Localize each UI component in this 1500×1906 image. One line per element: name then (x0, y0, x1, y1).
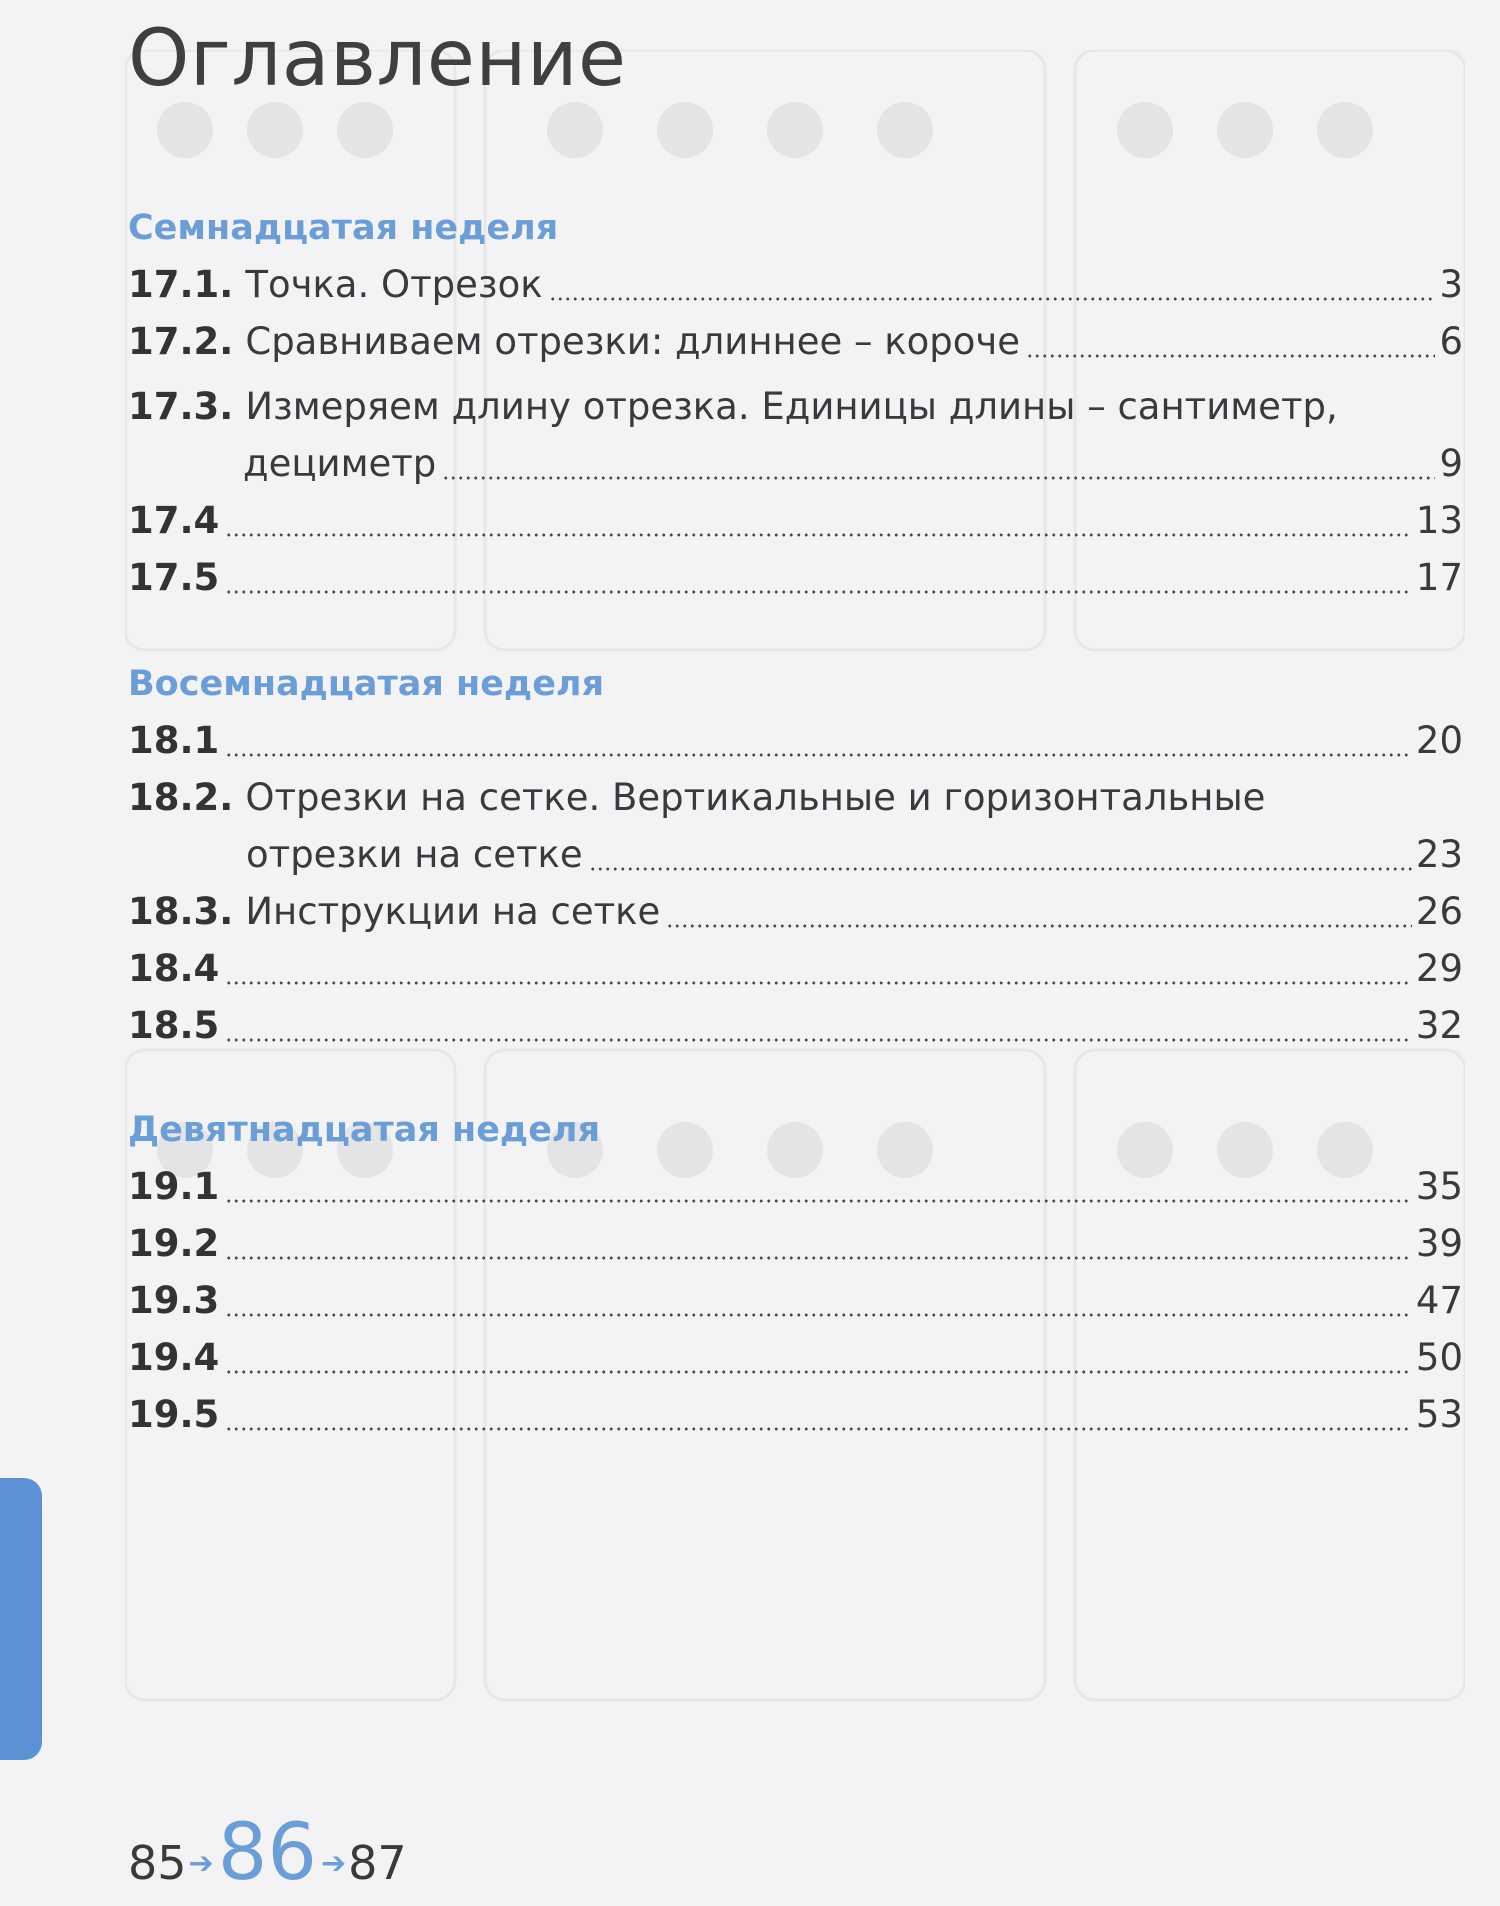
toc-entry[interactable] (128, 1386, 1463, 1443)
dot-leader (225, 1038, 1412, 1042)
toc-section-week-18 (128, 656, 1463, 1054)
side-tab-marker (0, 1478, 42, 1760)
toc-section-week-19 (128, 1102, 1463, 1443)
entry-number: 19.3 (128, 1279, 220, 1322)
entry-page: 20 (1415, 719, 1463, 762)
toc-entry[interactable] (128, 378, 1463, 492)
entry-page: 29 (1415, 947, 1463, 990)
entry-number: 18.3. (128, 890, 234, 933)
toc-entry[interactable] (128, 549, 1463, 606)
entry-page: 47 (1415, 1279, 1463, 1322)
toc-entry[interactable] (128, 712, 1463, 769)
toc-entry[interactable] (128, 1329, 1463, 1386)
page-title: Оглавление (128, 14, 627, 104)
entry-page: 17 (1415, 556, 1463, 599)
entry-page: 32 (1415, 1004, 1463, 1047)
entry-number: 18.2. (128, 776, 234, 819)
toc-entry[interactable] (128, 1272, 1463, 1329)
section-title: Семнадцатая неделя (128, 208, 559, 248)
entry-number: 19.1 (128, 1165, 220, 1208)
dot-leader (225, 1199, 1412, 1203)
entry-title: Точка. Отрезок (245, 263, 543, 306)
prev-page-number[interactable]: 85 (128, 1836, 187, 1890)
entry-number: 17.4 (128, 499, 220, 542)
toc-entry[interactable] (128, 769, 1463, 883)
dot-leader (225, 1313, 1412, 1317)
arrow-right-icon: ➔ (188, 1846, 214, 1881)
entry-page: 9 (1439, 442, 1463, 485)
next-page-number[interactable]: 87 (348, 1836, 407, 1890)
toc-entry[interactable] (128, 1158, 1463, 1215)
entry-number: 17.1. (128, 263, 234, 306)
entry-page: 3 (1439, 263, 1463, 306)
dot-leader (225, 1427, 1412, 1431)
toc-entry[interactable] (128, 313, 1463, 370)
entry-title: Отрезки на сетке. Вертикальные и горизонтальные (245, 776, 1266, 819)
entry-title: Инструкции на сетке (245, 890, 661, 933)
dot-leader (225, 590, 1412, 594)
toc-entry[interactable] (128, 997, 1463, 1054)
entry-page: 26 (1415, 890, 1463, 933)
entry-page: 53 (1415, 1393, 1463, 1436)
dot-leader (225, 1256, 1412, 1260)
dot-leader (442, 476, 1435, 480)
current-page-number: 86 (217, 1808, 317, 1898)
arrow-right-icon: ➔ (320, 1846, 347, 1881)
dot-leader (1026, 354, 1435, 358)
entry-page: 6 (1439, 320, 1463, 363)
entry-title: Измеряем длину отрезка. Единицы длины – сантиметр, (245, 385, 1338, 428)
dot-leader (589, 867, 1412, 871)
toc-entry[interactable] (128, 256, 1463, 313)
toc-entry[interactable] (128, 883, 1463, 940)
entry-page: 39 (1415, 1222, 1463, 1265)
entry-page: 35 (1415, 1165, 1463, 1208)
entry-number: 17.2. (128, 320, 234, 363)
page-navigator (128, 1808, 407, 1898)
toc-entry[interactable] (128, 1215, 1463, 1272)
entry-number: 18.4 (128, 947, 220, 990)
toc-entry[interactable] (128, 492, 1463, 549)
entry-title-continued: отрезки на сетке (246, 833, 583, 876)
dot-leader (666, 924, 1412, 928)
section-title: Девятнадцатая неделя (128, 1110, 601, 1150)
entry-number: 19.2 (128, 1222, 220, 1265)
entry-number: 19.4 (128, 1336, 220, 1379)
section-title: Восемнадцатая неделя (128, 664, 605, 704)
dot-leader (225, 533, 1412, 537)
entry-title-continued: дециметр (243, 442, 437, 485)
dot-leader (225, 1370, 1412, 1374)
entry-page: 50 (1415, 1336, 1463, 1379)
dot-leader (549, 297, 1436, 301)
entry-number: 18.5 (128, 1004, 220, 1047)
toc-entry[interactable] (128, 940, 1463, 997)
entry-page: 23 (1415, 833, 1463, 876)
entry-page: 13 (1415, 499, 1463, 542)
dot-leader (225, 753, 1412, 757)
entry-title: Сравниваем отрезки: длиннее – короче (245, 320, 1020, 363)
dot-leader (225, 981, 1412, 985)
entry-number: 18.1 (128, 719, 220, 762)
entry-number: 17.3. (128, 385, 234, 428)
toc-section-week-17 (128, 200, 1463, 606)
entry-number: 17.5 (128, 556, 220, 599)
entry-number: 19.5 (128, 1393, 220, 1436)
